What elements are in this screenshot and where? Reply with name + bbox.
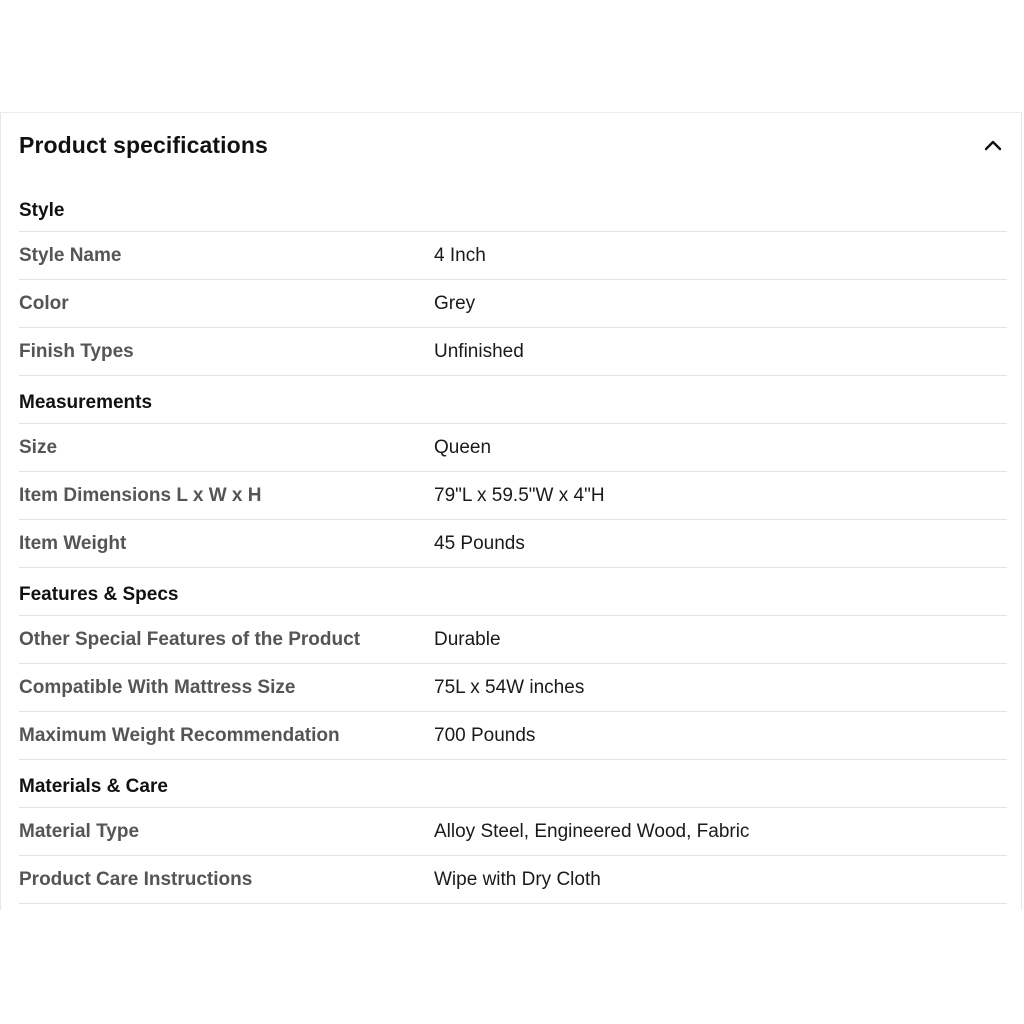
spec-label: Product Care Instructions [19, 868, 253, 890]
spec-value: Wipe with Dry Cloth [434, 868, 601, 890]
specifications-table [19, 191, 1007, 904]
spec-row-item-dimensions [19, 472, 1007, 520]
section-heading-features-specs: Features & Specs [19, 568, 1007, 616]
spec-value: 45 Pounds [434, 532, 525, 554]
specifications-header[interactable] [19, 113, 1003, 177]
spec-row-care-instructions [19, 856, 1007, 904]
spec-row-style-name [19, 232, 1007, 280]
spec-label: Finish Types [19, 340, 134, 362]
spec-label: Compatible With Mattress Size [19, 676, 296, 698]
page-title: Product specifications [19, 131, 268, 158]
spec-value: 4 Inch [434, 244, 486, 266]
spec-label: Color [19, 292, 69, 314]
spec-value: Queen [434, 436, 492, 458]
chevron-up-icon [983, 138, 1003, 152]
spec-row-color [19, 280, 1007, 328]
section-heading-style: Style [19, 191, 1007, 232]
spec-row-size [19, 424, 1007, 472]
spec-row-finish-types [19, 328, 1007, 376]
spec-label: Item Dimensions L x W x H [19, 484, 262, 506]
spec-value: Durable [434, 628, 501, 650]
product-specifications-panel [0, 112, 1022, 910]
spec-row-item-weight [19, 520, 1007, 568]
spec-value: Alloy Steel, Engineered Wood, Fabric [434, 820, 750, 842]
spec-value: 700 Pounds [434, 724, 536, 746]
spec-row-compatible-mattress-size [19, 664, 1007, 712]
spec-label: Item Weight [19, 532, 127, 554]
spec-row-special-features [19, 616, 1007, 664]
spec-label: Style Name [19, 244, 122, 266]
section-heading-measurements: Measurements [19, 376, 1007, 424]
spec-row-material-type [19, 808, 1007, 856]
spec-value: 79"L x 59.5"W x 4"H [434, 484, 605, 506]
spec-label: Material Type [19, 820, 140, 842]
spec-label: Other Special Features of the Product [19, 628, 361, 650]
spec-label: Maximum Weight Recommendation [19, 724, 340, 746]
spec-value: Unfinished [434, 340, 524, 362]
collapse-button[interactable] [977, 129, 1009, 161]
spec-value: 75L x 54W inches [434, 676, 585, 698]
spec-value: Grey [434, 292, 476, 314]
spec-row-maximum-weight [19, 712, 1007, 760]
section-heading-materials-care: Materials & Care [19, 760, 1007, 808]
spec-label: Size [19, 436, 58, 458]
